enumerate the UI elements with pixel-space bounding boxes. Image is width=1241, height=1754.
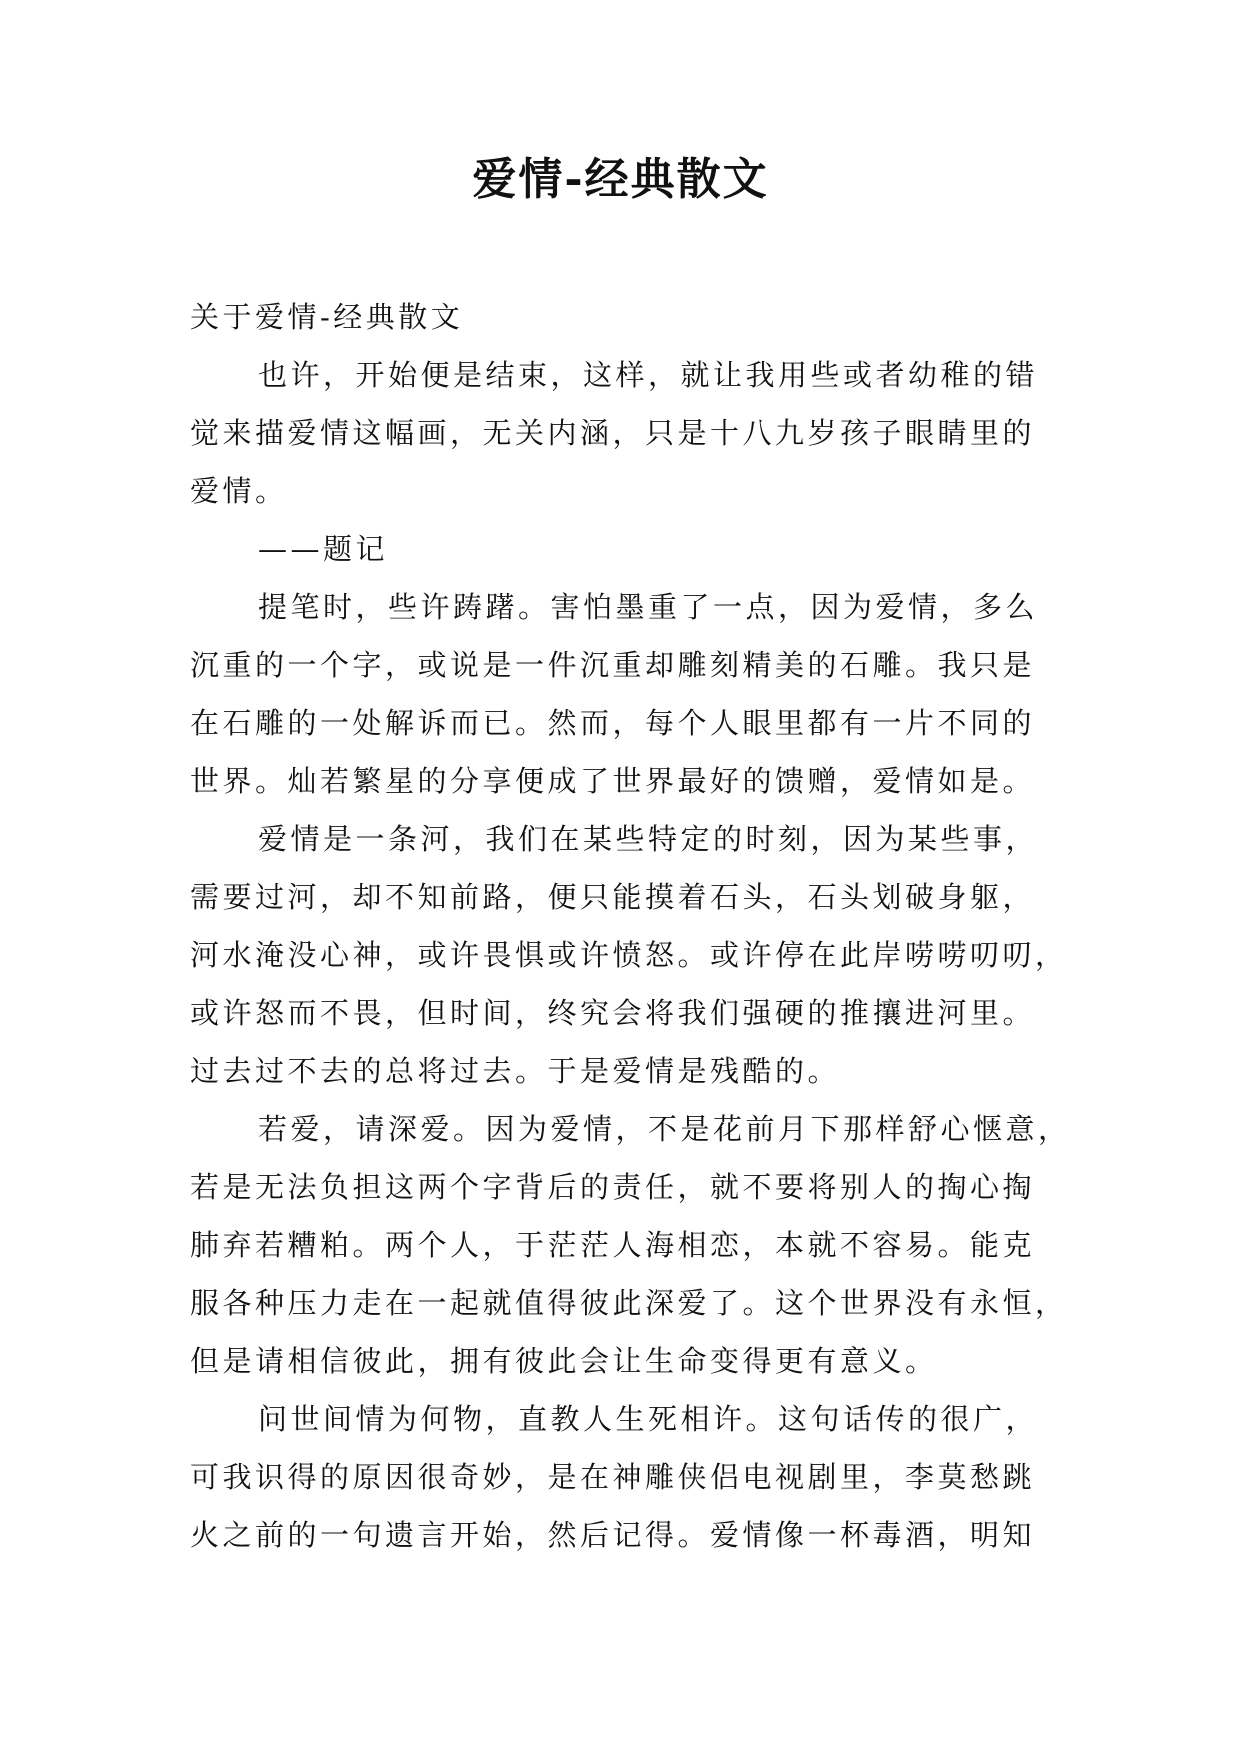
text-line: 问世间情为何物，直教人生死相许。这句话传的很广， (258, 1402, 1039, 1436)
document-body (190, 288, 1071, 1564)
text-line: 或许怒而不畏，但时间，终究会将我们强硬的推攘进河里。 (190, 996, 1036, 1030)
text-line: 过去过不去的总将过去。于是爱情是残酷的。 (190, 1054, 841, 1088)
text-line: 若爱，请深爱。因为爱情，不是花前月下那样舒心惬意， (258, 1112, 1071, 1146)
text-line: 也许，开始便是结束，这样，就让我用些或者幼稚的错 (258, 358, 1039, 392)
text-line: 若是无法负担这两个字背后的责任，就不要将别人的掏心掏 (190, 1170, 1036, 1204)
text-line: 觉来描爱情这幅画，无关内涵，只是十八九岁孩子眼睛里的 (190, 416, 1036, 450)
text-line: 关于爱情-经典散文 (190, 300, 464, 334)
text-line: 河水淹没心神，或许畏惧或许愤怒。或许停在此岸唠唠叨叨， (190, 938, 1068, 972)
document-title: 爱情-经典散文 (472, 154, 769, 205)
text-line: 爱情。 (190, 474, 288, 508)
text-line: 服各种压力走在一起就值得彼此深爱了。这个世界没有永恒， (190, 1286, 1068, 1320)
text-line: 但是请相信彼此，拥有彼此会让生命变得更有意义。 (190, 1344, 938, 1378)
text-line: 火之前的一句遗言开始，然后记得。爱情像一杯毒酒，明知 (190, 1518, 1036, 1552)
text-line: 世界。灿若繁星的分享便成了世界最好的馈赠，爱情如是。 (190, 764, 1036, 798)
text-line: 需要过河，却不知前路，便只能摸着石头，石头划破身躯， (190, 880, 1036, 914)
text-line: 提笔时，些许踌躇。害怕墨重了一点，因为爱情，多么 (258, 590, 1039, 624)
text-line: 沉重的一个字，或说是一件沉重却雕刻精美的石雕。我只是 (190, 648, 1036, 682)
text-line: 可我识得的原因很奇妙，是在神雕侠侣电视剧里，李莫愁跳 (190, 1460, 1036, 1494)
text-line: 肺弃若糟粕。两个人，于茫茫人海相恋，本就不容易。能克 (190, 1228, 1036, 1262)
text-line: ——题记 (258, 532, 389, 566)
text-line: 爱情是一条河，我们在某些特定的时刻，因为某些事， (258, 822, 1039, 856)
text-line: 在石雕的一处解诉而已。然而，每个人眼里都有一片不同的 (190, 706, 1036, 740)
